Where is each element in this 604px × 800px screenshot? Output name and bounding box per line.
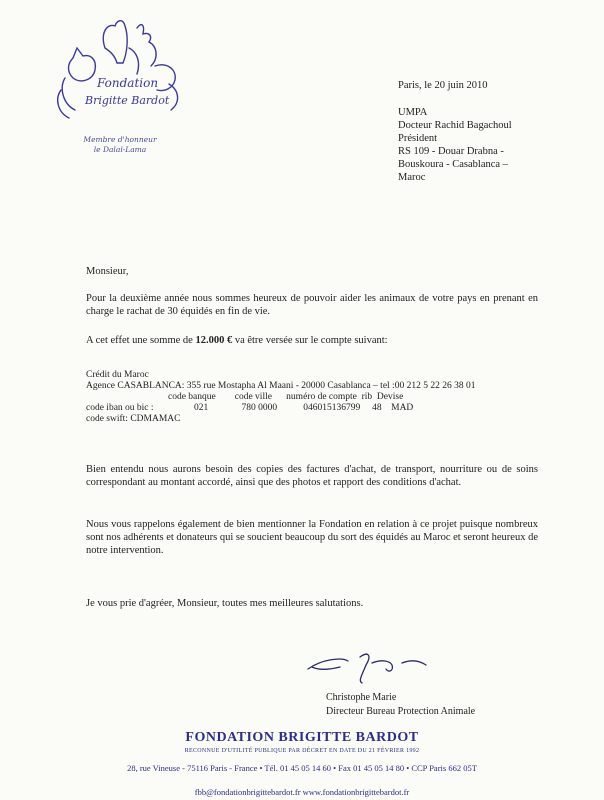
recipient-line6: Maroc	[398, 172, 426, 183]
footer-organization-name: FONDATION BRIGITTE BARDOT	[185, 730, 419, 745]
signature-icon	[302, 645, 462, 685]
recipient-line5: Bouskoura - Casablanca –	[398, 159, 508, 170]
footer-address: 28, rue Vineuse - 75116 Paris - France • Tél. 01 45 05 14 60 • Fax 01 45 05 14 80 • CCP Paris 662 05T	[127, 763, 477, 773]
signer-name: Christophe Marie	[326, 692, 397, 703]
member-line2: le Dalaï-Lama	[93, 145, 147, 154]
paragraph-intro: Pour la deuxième année nous sommes heureux de pouvoir aider les animaux de votre pays en prenant en charge le rachat de 30 équidés en fin de vie.	[86, 293, 538, 317]
honorary-member-note	[60, 135, 180, 155]
signer-title: Directeur Bureau Protection Animale	[326, 706, 476, 717]
letter-date: Paris, le 20 juin 2010	[398, 80, 488, 91]
bank-details	[86, 370, 475, 425]
salutation: Monsieur,	[86, 266, 129, 277]
amount-text-before: A cet effet une somme de	[86, 335, 196, 346]
bank-agency: Agence CASABLANCA: 355 rue Mostapha Al Maani - 20000 Casablanca – tel :00 212 5 22 26 38 01	[86, 381, 476, 391]
amount-text-after: va être versée sur le compte suivant:	[232, 335, 388, 346]
foundation-logo	[45, 18, 205, 128]
iban-label: code iban ou bic :	[86, 403, 154, 413]
recipient-line2: Docteur Rachid Bagachoul	[398, 120, 512, 131]
bank-swift: code swift: CDMAMAC	[86, 414, 181, 424]
amount-value: 12.000 €	[195, 335, 233, 346]
bank-code-headers: code banque code ville numéro de compte rib Devise	[168, 392, 404, 402]
bank-iban-row	[86, 403, 475, 414]
paragraph-documents: Bien entendu nous aurons besoin des copies des factures d'achat, de transport, nourriture ou de soins correspondant au montant accordé, ainsi que des photos et rapport des conditions d'achat.	[86, 464, 538, 488]
paragraph-reminder: Nous vous rappelons également de bien mentionner la Fondation en relation à ce projet puisque nombreux sont nos adhérents et donateurs qui se soucient beaucoup du sort des équidés au Maroc et seront heureux de notre intervention.	[86, 519, 538, 556]
recipient-line1: UMPA	[398, 107, 428, 118]
handwritten-signature	[302, 645, 462, 685]
footer-recognition: RECONNUE D'UTILITÉ PUBLIQUE PAR DÉCRET EN DATE DU 21 FÉVRIER 1992	[184, 748, 420, 754]
recipient-address	[398, 106, 548, 184]
logo-text-line1: Fondation	[97, 76, 159, 90]
closing-formula: Je vous prie d'agréer, Monsieur, toutes mes meilleures salutations.	[86, 598, 364, 609]
recipient-line3: Président	[398, 133, 438, 144]
recipient-line4: RS 109 - Douar Drabna -	[398, 146, 504, 157]
logo-text-line2: Brigitte Bardot	[85, 94, 170, 107]
member-line1: Membre d'honneur	[83, 135, 157, 144]
bank-name: Crédit du Maroc	[86, 370, 149, 380]
iban-values: 021 780 0000 046015136799 48 MAD	[194, 403, 414, 413]
paragraph-amount	[86, 334, 538, 347]
animals-logo-icon	[45, 18, 205, 128]
footer-web-contacts: fbb@fondationbrigittebardot.fr www.fondationbrigittebardot.fr	[194, 787, 410, 797]
